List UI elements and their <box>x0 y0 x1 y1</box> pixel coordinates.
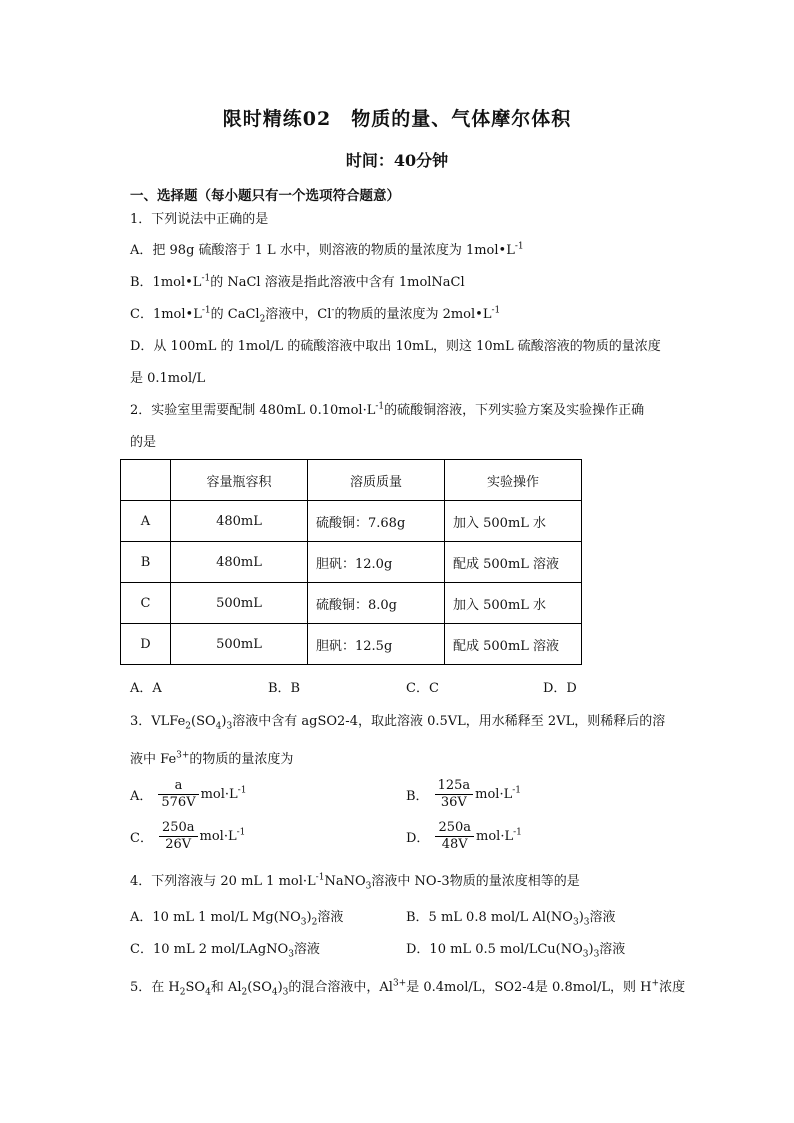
table-cell: 500mL <box>171 583 308 624</box>
table-cell: 480mL <box>171 501 308 542</box>
section-heading: 一、选择题（每小题只有一个选项符合题意） <box>130 188 400 204</box>
q4-option-c: C．10 mL 2 mol/LAgNO$_3$溶液 <box>130 942 320 960</box>
table-cell: C <box>121 583 171 624</box>
table-header-cell: 溶质质量 <box>308 460 445 501</box>
table-header-cell: 实验操作 <box>445 460 582 501</box>
q1-stem: 1．下列说法中正确的是 <box>130 212 269 227</box>
table-cell: D <box>121 624 171 665</box>
table-header-cell: 容量瓶容积 <box>171 460 308 501</box>
q1-option-b: B．$1mol•L^{-1}$的 NaCl 溶液是指此溶液中含有 1molNaCl <box>130 273 465 290</box>
table-cell: 加入 500mL 水 <box>445 501 582 542</box>
q2-answer-d: D．D <box>543 681 577 696</box>
q4-option-b: B．5 mL 0.8 mol/L $Al(NO_3)_3$溶液 <box>406 910 616 928</box>
q3-stem-line1: 3．$VLFe_2(SO_4)_3$溶液中含有 agSO2-4，取此溶液 0.5VL，用水稀释至 2VL，则稀释后的溶 <box>130 714 666 732</box>
q2-answer-c: C．C <box>406 681 439 696</box>
q3-option-b: B． $\frac{125a}{36V}$ $mol\cdot L^{-1}$ <box>406 778 521 810</box>
q2-stem-line2: 的是 <box>130 435 157 450</box>
table-cell: 配成 500mL 溶液 <box>445 624 582 665</box>
time-limit: 时间：40分钟 <box>345 151 449 170</box>
sulfate-ion: SO2-4 <box>494 980 535 995</box>
table-cell: 胆矾：12.0g <box>308 542 445 583</box>
table-row <box>121 542 582 583</box>
table-cell: 加入 500mL 水 <box>445 583 582 624</box>
q5-stem: 5．在 $H_2SO_4$和 $Al_2(SO_4)_3$的混合溶液中，$Al^{3+}$是 0.4mol/L，SO2-4是 0.8mol/L，则 H+浓度 <box>130 978 686 998</box>
q3-stem-line2: 液中 $Fe^{3+}$的物质的量浓度为 <box>130 750 294 767</box>
q1-option-c: C．$1mol•L^{-1}$的 CaCl$_2$溶液中，Cl-的物质的量浓度为 $2mol•L^{-1}$ <box>130 305 501 325</box>
q3-option-c: C． $\frac{250a}{26V}$ $mol\cdot L^{-1}$ <box>130 820 246 852</box>
table-row <box>121 501 582 542</box>
table-row <box>121 583 582 624</box>
table-row <box>121 624 582 665</box>
table-cell: 胆矾：12.5g <box>308 624 445 665</box>
q4-option-d: D．10 mL 0.5 mol/$LCu(NO_3)_3$溶液 <box>406 942 626 960</box>
q4-option-a: A．10 mL 1 mol/L $Mg(NO_3)_2$溶液 <box>130 910 344 928</box>
nitrate-ion: NO-3 <box>414 874 450 889</box>
table-cell: B <box>121 542 171 583</box>
table-cell: 硫酸铜：8.0g <box>308 583 445 624</box>
q1-option-d-line2: 是 0.1mol/L <box>130 371 206 386</box>
table-cell: 硫酸铜：7.68g <box>308 501 445 542</box>
table-cell: A <box>121 501 171 542</box>
q4-stem: 4．下列溶液与 20 mL 1 $mol\cdot L^{-1}NaNO_3$溶液中 NO-3物质的量浓度相等的是 <box>130 872 580 892</box>
q2-answer-b: B．B <box>268 681 301 696</box>
table-cell: 480mL <box>171 542 308 583</box>
q3-option-d: D． $\frac{250a}{48V}$ $mol\cdot L^{-1}$ <box>406 820 522 852</box>
table-cell: 配成 500mL 溶液 <box>445 542 582 583</box>
table-header-row <box>121 460 582 501</box>
q2-options-table <box>120 459 582 665</box>
q2-stem-line1: 2．实验室里需要配制 480mL $0.10mol\cdot L^{-1}$的硫酸铜溶液，下列实验方案及实验操作正确 <box>130 401 645 418</box>
q1-option-a: A．把 98g 硫酸溶于 1 L 水中，则溶液的物质的量浓度为 $1mol•L^{-1}$ <box>130 241 524 258</box>
page-title: 限时精练02 物质的量、气体摩尔体积 <box>222 108 572 130</box>
q1-option-d-line1: D．从 100mL 的 1mol/L 的硫酸溶液中取出 10mL，则这 10mL 硫酸溶液的物质的量浓度 <box>130 339 661 354</box>
q2-answer-a: A．A <box>130 681 162 696</box>
sulfate-ion: SO2-4 <box>317 714 358 729</box>
table-header-cell <box>121 460 171 501</box>
q3-option-a: A． $\frac{a}{576V}$ $mol\cdot L^{-1}$ <box>130 778 247 810</box>
table-cell: 500mL <box>171 624 308 665</box>
